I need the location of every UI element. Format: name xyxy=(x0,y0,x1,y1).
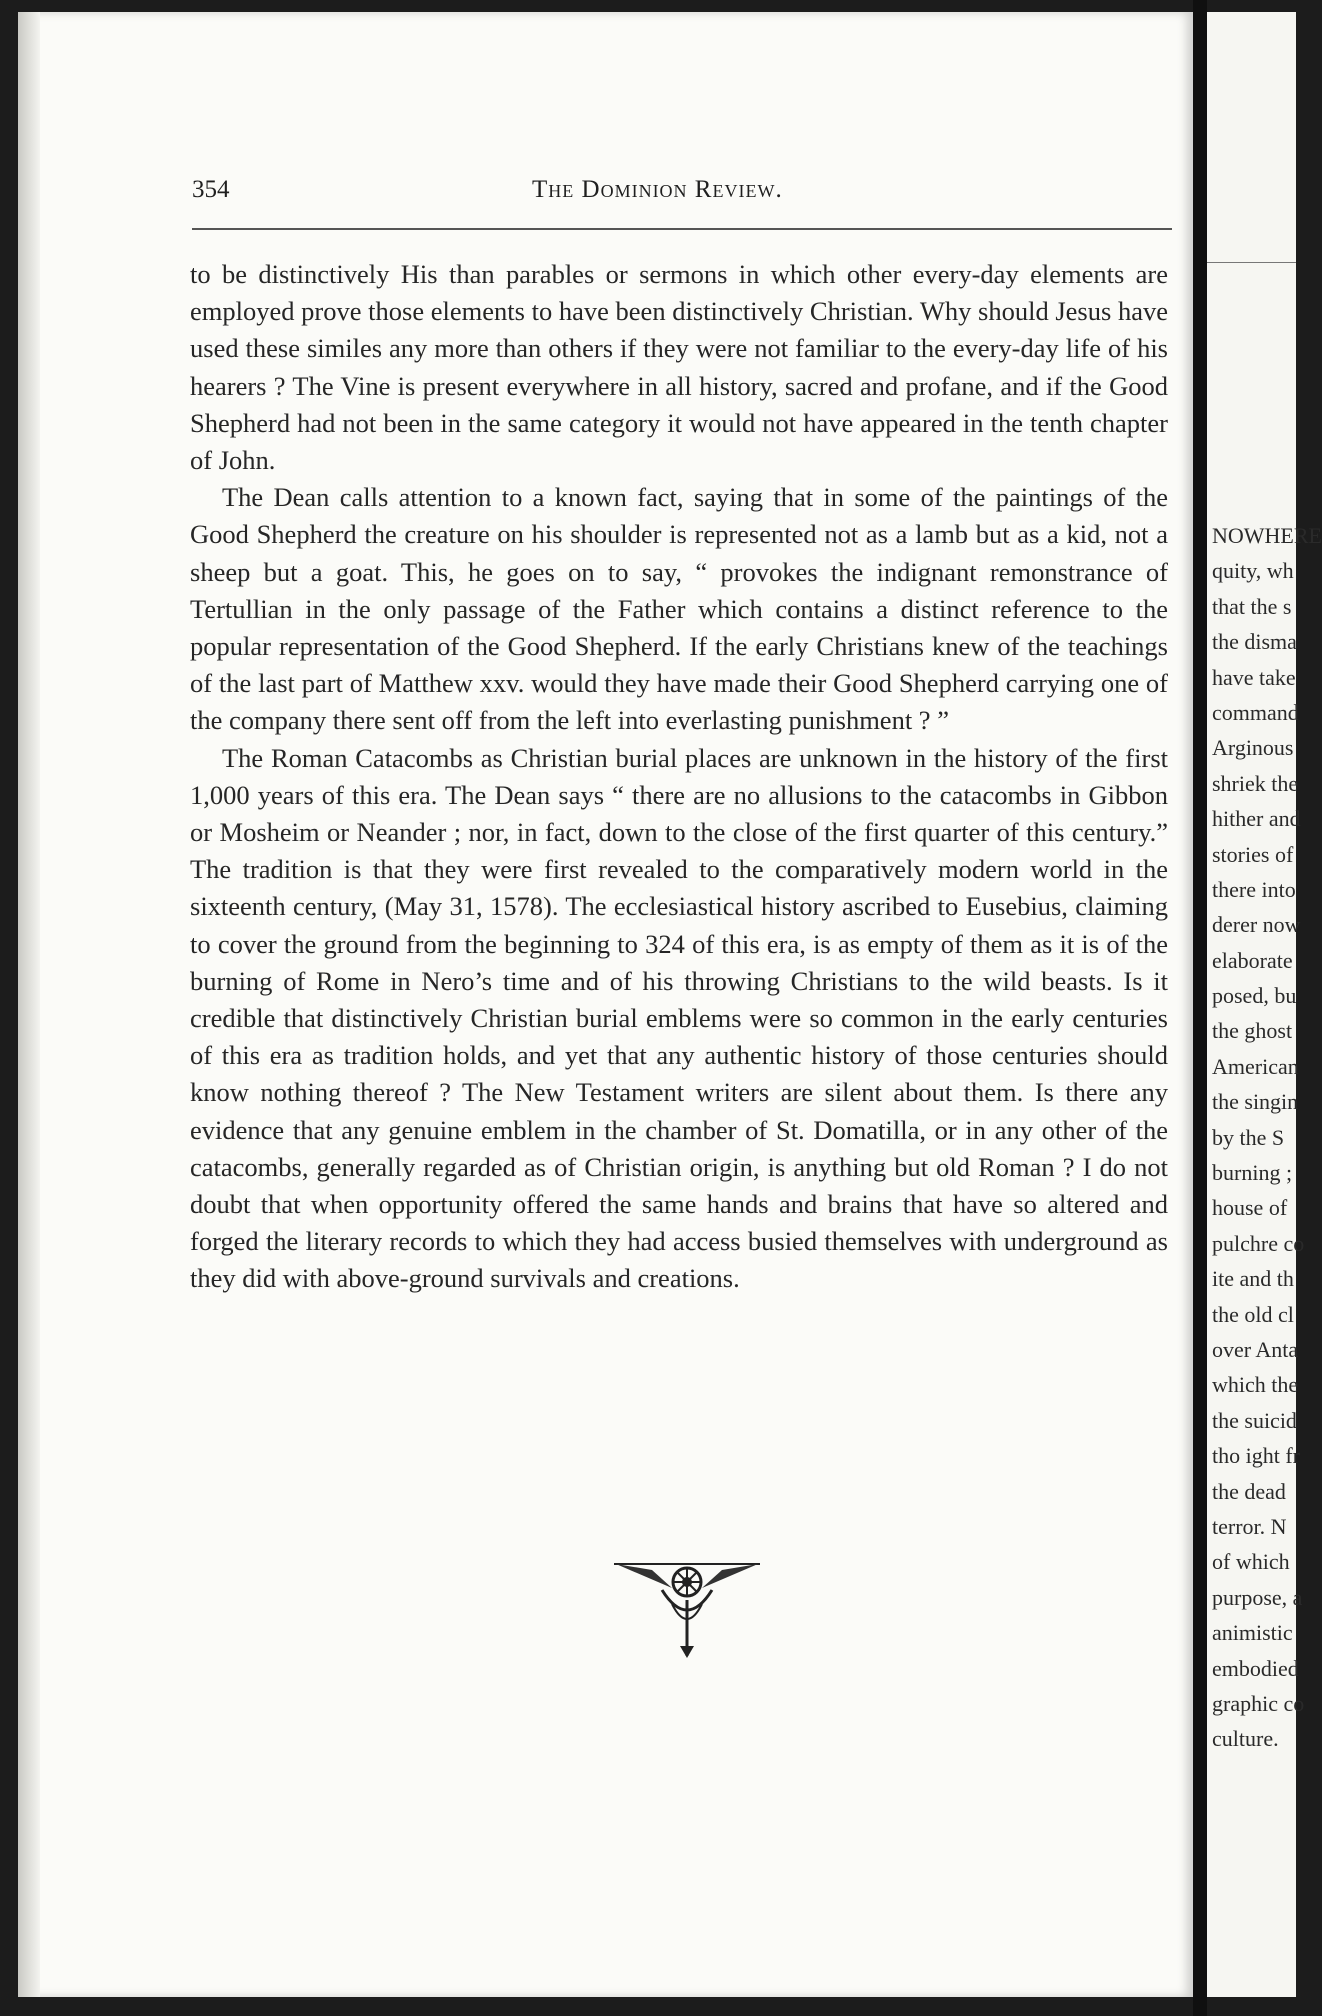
right-page-text xyxy=(1212,518,1322,1757)
right-page-line: of which xyxy=(1212,1549,1290,1575)
running-title: The Dominion Review. xyxy=(532,176,783,203)
right-page-line: have take xyxy=(1212,664,1296,690)
tailpiece-ornament-icon xyxy=(612,1560,762,1660)
right-page-line: quity, wh xyxy=(1212,558,1294,584)
right-page-line: animistic xyxy=(1212,1620,1293,1646)
right-page-line: the disma xyxy=(1212,629,1297,655)
article-body xyxy=(190,256,1168,1298)
right-page-line: stories of xyxy=(1212,841,1294,867)
right-page-line: ite and th xyxy=(1212,1266,1294,1292)
right-page-line: embodied xyxy=(1212,1655,1299,1681)
right-page-line: over Anta xyxy=(1212,1336,1299,1362)
right-page-line: Arginous xyxy=(1212,735,1294,761)
right-page-line: tho ight fr xyxy=(1212,1443,1300,1469)
right-page-line: graphic co xyxy=(1212,1690,1305,1716)
right-page-line: American xyxy=(1212,1053,1299,1079)
right-page-line: the old cl xyxy=(1212,1301,1294,1327)
right-header-rule xyxy=(1207,262,1296,263)
book-gutter xyxy=(1193,0,1207,2016)
right-page-line: NOWHERE xyxy=(1212,523,1322,548)
paragraph: to be distinctively His than parables or sermons in which other every-day elements are employed prove those elements to have been distinctively Christian. Why should Jesus have used these similes any more than others if they were not familiar to the every-day life of his hearers ? The Vine is present everywhere in all history, sacred and profane, and if the Good Shepherd had not been in the same category it would not have appeared in the tenth chapter of John. xyxy=(190,259,1168,476)
right-page xyxy=(1207,12,1322,1997)
right-page-line: derer now xyxy=(1212,912,1301,938)
right-page-line: which the xyxy=(1212,1372,1299,1398)
right-page-line: the singin xyxy=(1212,1089,1299,1115)
page-header xyxy=(192,168,1172,208)
right-page-line: terror. N xyxy=(1212,1513,1287,1539)
right-page-line: culture. xyxy=(1212,1726,1279,1752)
right-page-line: by the S xyxy=(1212,1124,1285,1150)
right-page-line: the dead xyxy=(1212,1478,1286,1504)
right-page-line: the ghost xyxy=(1212,1018,1293,1044)
right-page-line: there into xyxy=(1212,876,1296,902)
right-page-line: purpose, a xyxy=(1212,1584,1303,1610)
right-page-line: house of xyxy=(1212,1195,1288,1221)
right-page-line: pulchre co xyxy=(1212,1230,1305,1256)
right-page-line: hither and xyxy=(1212,806,1301,832)
header-rule xyxy=(192,228,1172,230)
paragraph: The Dean calls attention to a known fact, saying that in some of the paintings of the Good Shepherd the creature on his shoulder is represented not as a lamb but as a kid, not a sheep but a goat. This, he goes on to say, “ provokes the indignant remonstrance of Tertullian in the only passage of the Father which contains a distinct reference to the popular representation of the Good Shepherd. If the early Christians knew of the teachings of the last part of Matthew xxv. would they have made their Good Shepherd carrying one of the company there sent off from the left into everlasting punishment ? ” xyxy=(190,482,1168,736)
right-page-line: elaborate xyxy=(1212,947,1293,973)
right-page-line: shriek the xyxy=(1212,770,1299,796)
paragraph: The Roman Catacombs as Christian burial places are unknown in the history of the first 1,000 years of this era. The Dean says “ there are no allusions to the catacombs in Gibbon or Mosheim or Neander ; nor, in fact, down to the close of the first quarter of this century.” The tradition is that they were first revealed to the comparatively modern world in the sixteenth century, (May 31, 1578). The ecclesiastical history ascribed to Eusebius, claiming to cover the ground from the beginning to 324 of this era, is as empty of them as it is of the burning of Rome in Nero’s time and of his throwing Christians to the wild beasts. Is it credible that distinctively Christian burial emblems were so common in the early centuries of this era as tradition holds, and yet that any authentic history of those centuries should know nothing thereof ? The New Testament writers are silent about them. Is there any evidence that any genuine emblem in the chamber of St. Domatilla, or in any other of the catacombs, generally regarded as of Christian origin, is anything but old Roman ? I do not doubt that when opportunity offered the same hands and brains that have so altered and forged the literary records to which they had access busied themselves with underground as they did with above-ground survivals and creations. xyxy=(190,742,1168,1294)
right-page-line: the suicid xyxy=(1212,1407,1297,1433)
right-page-line: that the s xyxy=(1212,593,1292,619)
right-page-line: burning ; xyxy=(1212,1160,1293,1186)
right-page-line: command xyxy=(1212,699,1299,725)
right-page-line: posed, bu xyxy=(1212,983,1297,1009)
page-number: 354 xyxy=(192,176,230,203)
